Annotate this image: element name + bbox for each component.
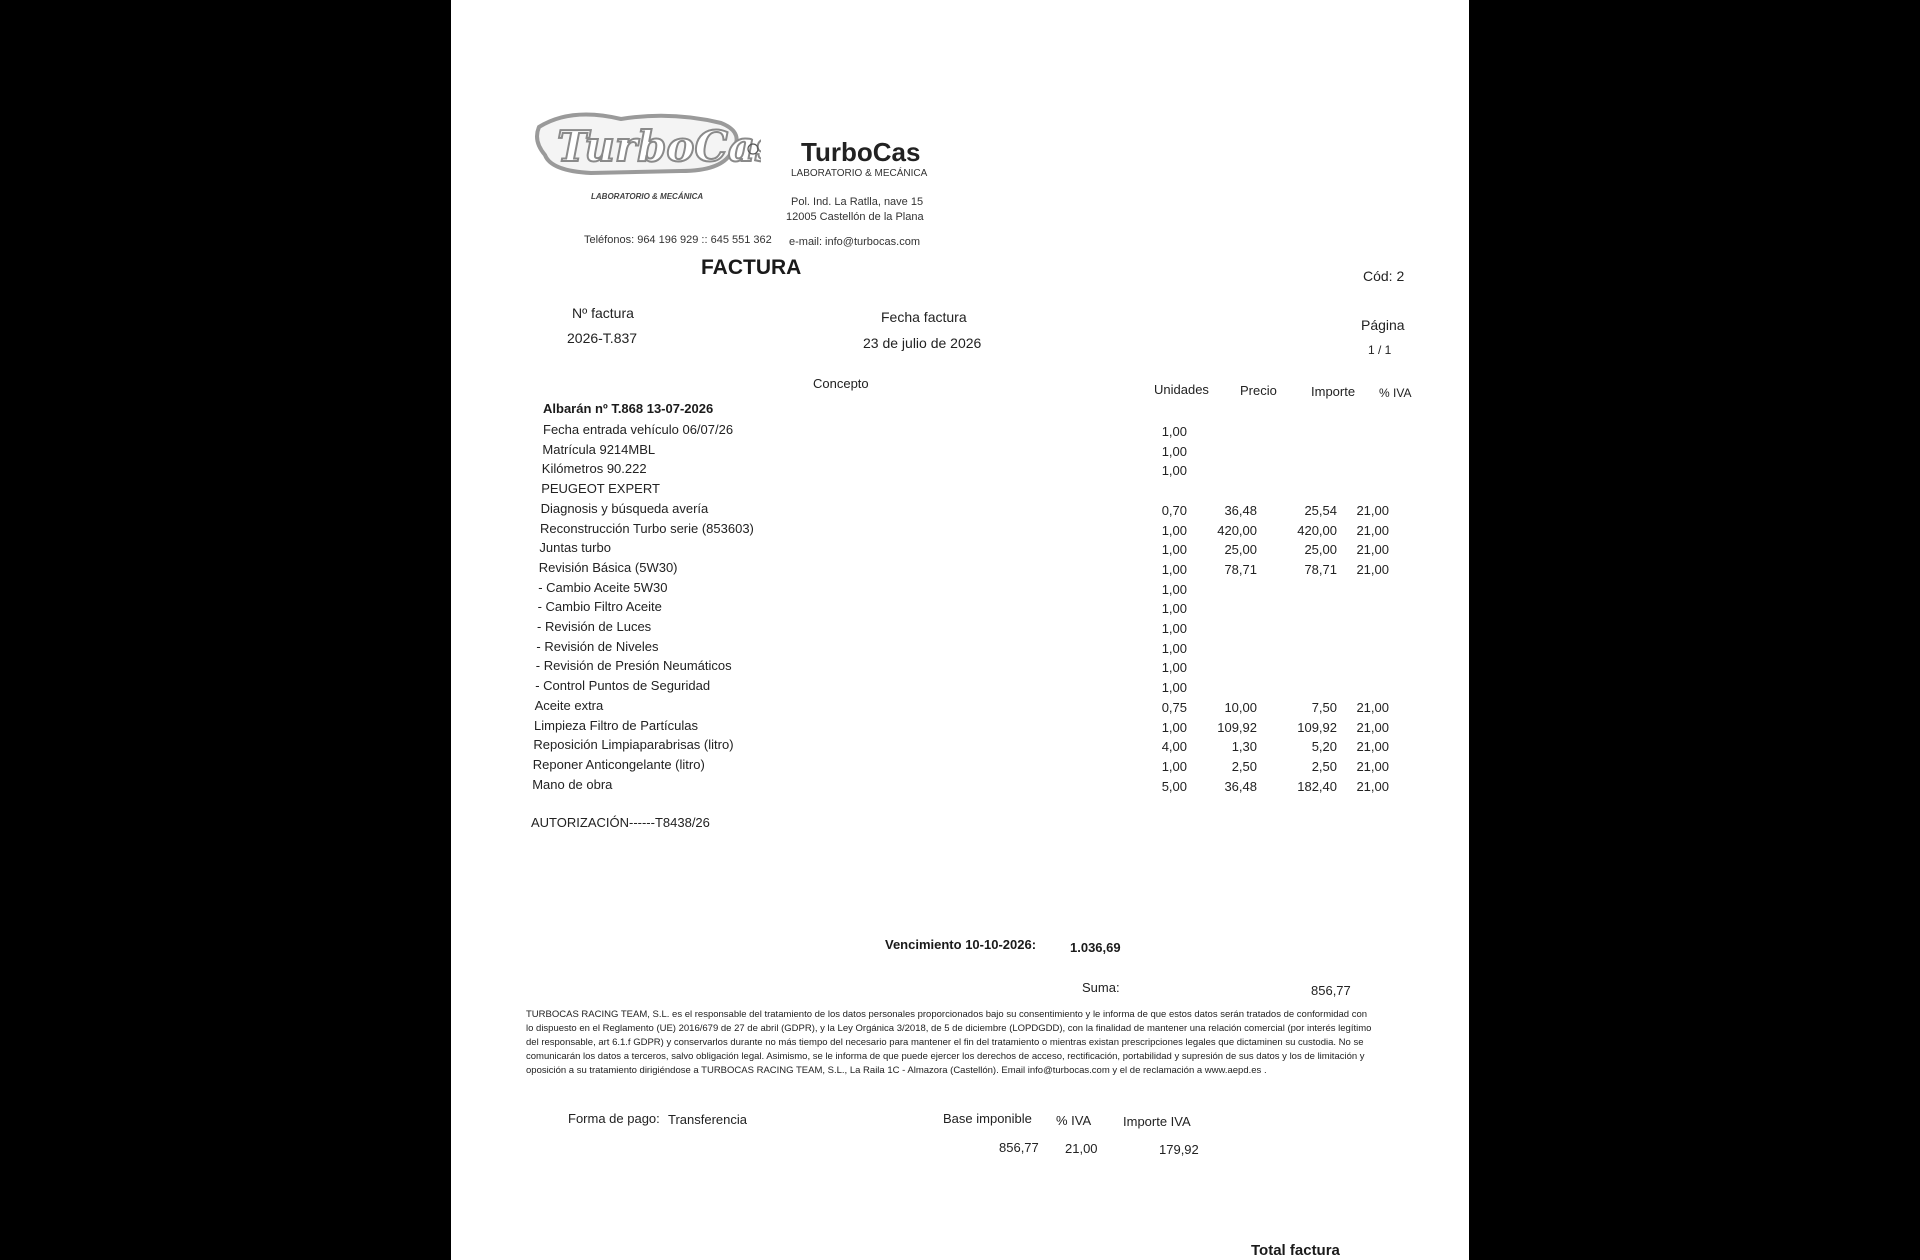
row-units: 1,00 [1161, 758, 1187, 774]
row-units: 1,00 [1161, 522, 1187, 538]
row-amount: 7,50 [1311, 699, 1337, 715]
row-vat: 21,00 [1356, 502, 1389, 518]
row-concept: Diagnosis y búsqueda avería [540, 500, 709, 516]
row-units: 0,75 [1161, 699, 1187, 715]
row-units: 5,00 [1161, 778, 1187, 794]
company-subtitle: LABORATORIO & MECÁNICA [791, 168, 928, 179]
row-vat: 21,00 [1356, 699, 1389, 715]
authorization-line: AUTORIZACIÓN------T8438/26 [531, 815, 710, 830]
page-label: Página [1361, 317, 1405, 333]
row-units: 1,00 [1161, 601, 1187, 617]
row-vat: 21,00 [1356, 719, 1389, 735]
row-price: 1,30 [1231, 739, 1257, 755]
row-concept: Aceite extra [534, 697, 604, 713]
company-address1: Pol. Ind. La Ratlla, nave 15 [791, 196, 924, 208]
header-amount: Importe [1311, 384, 1356, 399]
row-amount: 78,71 [1304, 561, 1337, 577]
row-concept: - Revisión de Luces [537, 619, 652, 634]
row-units: 1,00 [1161, 561, 1187, 577]
albaran-line: Albarán nº T.868 13-07-2026 [543, 401, 714, 416]
row-amount: 420,00 [1297, 522, 1337, 538]
row-amount: 5,20 [1311, 739, 1337, 755]
base-label: Base imponible [943, 1111, 1032, 1126]
row-concept: Reponer Anticongelante (litro) [532, 756, 705, 772]
row-concept: - Cambio Aceite 5W30 [538, 579, 668, 595]
row-units: 1,00 [1161, 443, 1187, 459]
payment-method: Transferencia [668, 1112, 747, 1127]
header-concept: Concepto [813, 376, 869, 391]
row-amount: 25,00 [1304, 542, 1337, 558]
invoice-date: 23 de julio de 2026 [863, 335, 982, 351]
row-vat: 21,00 [1356, 561, 1389, 577]
row-vat: 21,00 [1356, 778, 1389, 794]
header-units: Unidades [1154, 382, 1209, 397]
invoice-page [451, 0, 1469, 1260]
row-concept: Kilómetros 90.222 [541, 461, 647, 477]
logo-tagline: LABORATORIO & MECÁNICA [591, 192, 704, 201]
row-vat: 21,00 [1356, 522, 1389, 538]
row-units: 1,00 [1161, 621, 1187, 636]
row-concept: Fecha entrada vehículo 06/07/26 [543, 422, 734, 437]
document-title: FACTURA [701, 256, 802, 279]
row-units: 1,00 [1161, 424, 1187, 439]
row-price: 2,50 [1231, 758, 1257, 774]
header-price: Precio [1240, 383, 1277, 398]
row-amount: 25,54 [1304, 502, 1337, 518]
sum-label: Suma: [1082, 980, 1120, 995]
row-price: 25,00 [1224, 542, 1257, 558]
due-date-label: Vencimiento 10-10-2026: [885, 937, 1037, 952]
due-amount: 1.036,69 [1070, 940, 1121, 955]
row-concept: - Control Puntos de Seguridad [535, 678, 711, 694]
row-price: 36,48 [1224, 778, 1257, 794]
row-price: 10,00 [1224, 699, 1257, 715]
logo-graphic [531, 105, 761, 205]
document-code: Cód: 2 [1363, 268, 1405, 284]
vat-label: % IVA [1056, 1113, 1092, 1128]
svg-text:TurboCas: TurboCas [557, 122, 761, 171]
row-amount: 182,40 [1297, 778, 1337, 794]
vat-amount-label: Importe IVA [1123, 1114, 1191, 1129]
row-units: 1,00 [1161, 542, 1187, 558]
vat-value: 21,00 [1065, 1141, 1098, 1156]
row-concept: - Cambio Filtro Aceite [537, 599, 662, 615]
company-name: TurboCas [801, 137, 921, 167]
row-vat: 21,00 [1356, 739, 1389, 755]
row-price: 420,00 [1217, 522, 1257, 538]
row-units: 4,00 [1161, 739, 1187, 755]
row-vat: 21,00 [1356, 542, 1389, 558]
row-concept: Matrícula 9214MBL [542, 441, 656, 457]
row-units: 0,70 [1161, 502, 1187, 518]
base-value: 856,77 [999, 1140, 1039, 1155]
total-label: Total factura [1251, 1242, 1340, 1259]
invoice-date-label: Fecha factura [881, 309, 967, 325]
row-price: 109,92 [1217, 719, 1257, 735]
company-email: e-mail: info@turbocas.com [789, 236, 920, 248]
row-concept: Limpieza Filtro de Partículas [534, 717, 699, 733]
sum-value: 856,77 [1311, 983, 1351, 998]
row-concept: - Revisión de Presión Neumáticos [535, 658, 732, 674]
row-price: 78,71 [1224, 561, 1257, 577]
page-number: 1 / 1 [1368, 343, 1392, 357]
legal-notice: TURBOCAS RACING TEAM, S.L. es el responsable del tratamiento de los datos personales proporcionados bajo su consentimiento y le informa de que estos datos serán tratados de conformidad con lo dispuesto en el Reglamento (UE) 2016/679 de 27 de abril (GDPR), y la Ley Orgánica 3/2018, de 5 de diciembre (LOPDGDD), con la finalidad de mantener una relación comercial (por interés legítimo del responsable, art 6.1.f GDPR) y conservarlos durante no más tiempo del necesario para mantener el fin del tratamiento o mientras existan prescripciones legales que dictaminen su custodia. No se comunicarán los datos a terceros, salvo obligación legal. Asimismo, se le informa de que puede ejercer los derechos de acceso, rectificación, portabilidad y supresión de sus datos y los de limitación y oposición a su tratamiento dirigiéndose a TURBOCAS RACING TEAM, S.L., La Raila 1C - Almazora (Castellón). Email info@turbocas.com y el de reclamación a www.aepd.es . [526, 1009, 1372, 1076]
invoice-number-label: Nº factura [572, 305, 634, 321]
row-concept: Reconstrucción Turbo serie (853603) [540, 520, 754, 536]
row-price: 36,48 [1224, 502, 1257, 518]
company-phones: Teléfonos: 964 196 929 :: 645 551 362 [584, 234, 772, 246]
company-address2: 12005 Castellón de la Plana [786, 211, 924, 223]
row-units: 1,00 [1161, 640, 1187, 656]
row-concept: Juntas turbo [539, 540, 611, 556]
row-concept: - Revisión de Niveles [536, 638, 659, 654]
row-units: 1,00 [1161, 719, 1187, 735]
row-vat: 21,00 [1356, 758, 1389, 774]
row-amount: 2,50 [1311, 758, 1337, 774]
row-concept: Revisión Básica (5W30) [538, 559, 678, 575]
row-units: 1,00 [1161, 463, 1187, 479]
row-units: 1,00 [1161, 660, 1187, 676]
invoice-number: 2026-T.837 [567, 330, 638, 346]
payment-label: Forma de pago: [568, 1111, 660, 1126]
header-vat: % IVA [1379, 386, 1412, 400]
row-amount: 109,92 [1297, 719, 1337, 735]
row-concept: Reposición Limpiaparabrisas (litro) [533, 737, 734, 753]
row-concept: Mano de obra [532, 776, 613, 792]
row-units: 1,00 [1161, 581, 1187, 597]
company-logo [531, 105, 761, 205]
row-concept: PEUGEOT EXPERT [541, 481, 660, 497]
row-units: 1,00 [1161, 680, 1187, 696]
vat-amount-value: 179,92 [1159, 1142, 1199, 1157]
